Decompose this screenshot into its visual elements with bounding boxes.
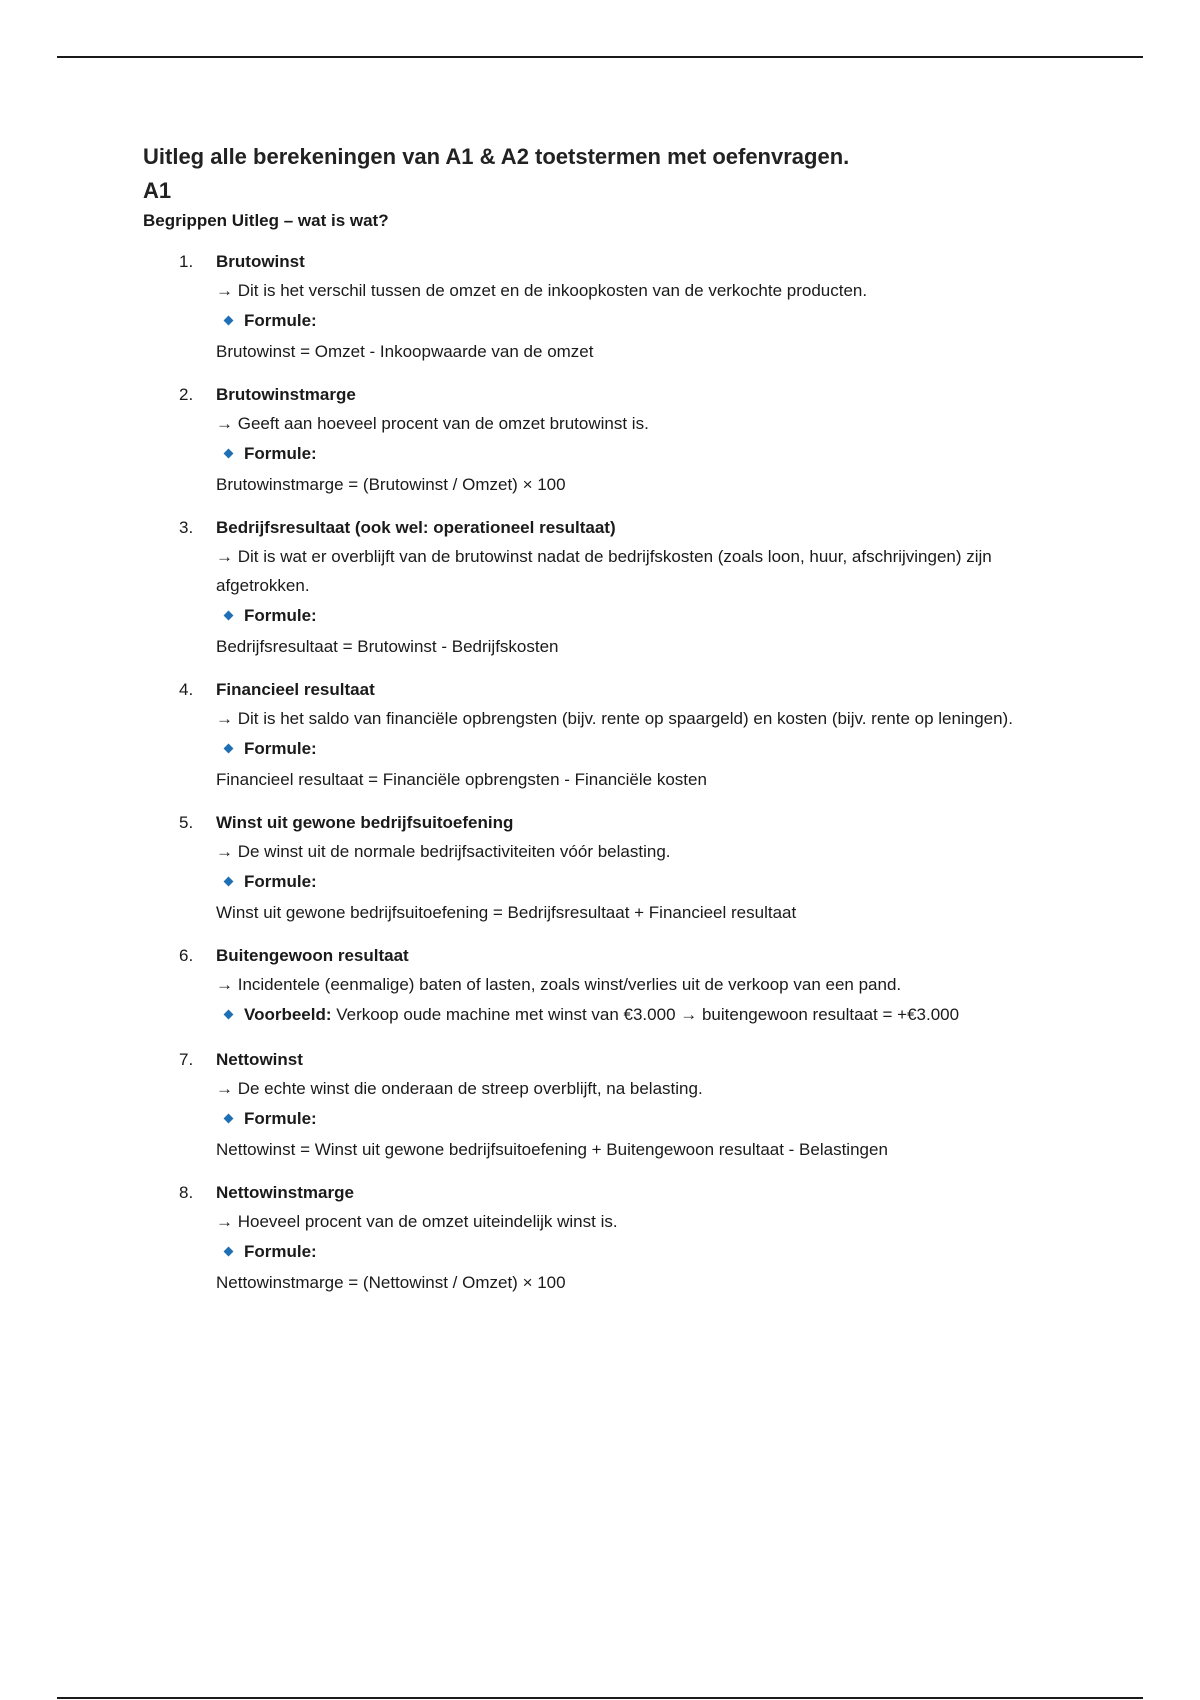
item-number: 3. — [179, 518, 194, 537]
formula-label: Formule: — [244, 1109, 317, 1128]
diamond-bullet-icon — [224, 611, 234, 621]
term-name: Brutowinstmarge — [216, 385, 356, 404]
diamond-bullet-icon — [224, 449, 234, 459]
formula-label: Formule: — [244, 444, 317, 463]
term-description: → Incidentele (eenmalige) baten of lasten, zoals winst/verlies uit de verkoop van een pand. — [216, 975, 902, 994]
section-title: A1 — [143, 178, 172, 203]
formula-label: Formule: — [244, 606, 317, 625]
subheading: Begrippen Uitleg – wat is wat? — [143, 211, 389, 230]
item-number: 6. — [179, 946, 194, 965]
document-title: Uitleg alle berekeningen van A1 & A2 toetstermen met oefenvragen. — [143, 144, 850, 169]
formula-label-row — [216, 1103, 1083, 1135]
term-description: → Geeft aan hoeveel procent van de omzet brutowinst is. — [216, 414, 649, 433]
formula-label-row — [216, 733, 1083, 765]
document-body — [143, 142, 1083, 1312]
footer-rule — [57, 1697, 1143, 1699]
list-item — [143, 381, 1083, 499]
formula-label-row — [216, 1236, 1083, 1268]
formula-label: Formule: — [244, 739, 317, 758]
list-item — [143, 1179, 1083, 1297]
term-description: → Hoeveel procent van de omzet uiteindelijk winst is. — [216, 1212, 618, 1231]
diamond-bullet-icon — [224, 877, 234, 887]
item-number: 4. — [179, 680, 194, 699]
term-name: Brutowinst — [216, 252, 305, 271]
formula-label-row — [216, 866, 1083, 898]
formula-label-row — [216, 305, 1083, 337]
list-item — [143, 248, 1083, 366]
term-name: Winst uit gewone bedrijfsuitoefening — [216, 813, 514, 832]
item-number: 1. — [179, 252, 194, 271]
header-rule — [57, 56, 1143, 58]
formula-text: Winst uit gewone bedrijfsuitoefening = Bedrijfsresultaat + Financieel resultaat — [216, 903, 797, 922]
diamond-bullet-icon — [224, 1010, 234, 1020]
formula-text: Brutowinstmarge = (Brutowinst / Omzet) × 100 — [216, 475, 566, 494]
term-description: → Dit is het verschil tussen de omzet en de inkoopkosten van de verkochte producten. — [216, 281, 868, 300]
list-item — [143, 809, 1083, 927]
formula-label-row — [216, 438, 1083, 470]
diamond-bullet-icon — [224, 1114, 234, 1124]
diamond-bullet-icon — [224, 744, 234, 754]
term-name: Bedrijfsresultaat (ook wel: operationeel resultaat) — [216, 518, 616, 537]
formula-text: Nettowinstmarge = (Nettowinst / Omzet) × 100 — [216, 1273, 566, 1292]
formula-text: Brutowinst = Omzet - Inkoopwaarde van de omzet — [216, 342, 594, 361]
term-description: → Dit is het saldo van financiële opbrengsten (bijv. rente op spaargeld) en kosten (bijv. rente op leningen). — [216, 709, 1013, 728]
term-name: Nettowinstmarge — [216, 1183, 354, 1202]
formula-label: Formule: — [244, 872, 317, 891]
term-name: Financieel resultaat — [216, 680, 375, 699]
formula-label: Formule: — [244, 1242, 317, 1261]
item-number: 2. — [179, 385, 194, 404]
term-description: → Dit is wat er overblijft van de brutowinst nadat de bedrijfskosten (zoals loon, huur, afschrijvingen) zijn afgetrokken. — [216, 547, 992, 595]
example-row — [216, 999, 1083, 1031]
formula-text: Nettowinst = Winst uit gewone bedrijfsuitoefening + Buitengewoon resultaat - Belastingen — [216, 1140, 888, 1159]
item-number: 8. — [179, 1183, 194, 1202]
item-number: 5. — [179, 813, 194, 832]
list-item — [143, 1046, 1083, 1164]
example-text: Verkoop oude machine met winst van €3.000 → buitengewoon resultaat = +€3.000 — [331, 1005, 960, 1024]
formula-text: Bedrijfsresultaat = Brutowinst - Bedrijfskosten — [216, 637, 559, 656]
list-item — [143, 942, 1083, 1031]
term-name: Nettowinst — [216, 1050, 303, 1069]
list-item — [143, 514, 1083, 661]
item-number: 7. — [179, 1050, 194, 1069]
diamond-bullet-icon — [224, 1247, 234, 1257]
list-item — [143, 676, 1083, 794]
formula-label: Formule: — [244, 311, 317, 330]
formula-label-row — [216, 600, 1083, 632]
diamond-bullet-icon — [224, 316, 234, 326]
term-name: Buitengewoon resultaat — [216, 946, 409, 965]
term-description: → De winst uit de normale bedrijfsactiviteiten vóór belasting. — [216, 842, 671, 861]
terms-list — [143, 248, 1083, 1297]
example-label: Voorbeeld: — [244, 1005, 332, 1024]
formula-text: Financieel resultaat = Financiële opbrengsten - Financiële kosten — [216, 770, 707, 789]
term-description: → De echte winst die onderaan de streep overblijft, na belasting. — [216, 1079, 703, 1098]
